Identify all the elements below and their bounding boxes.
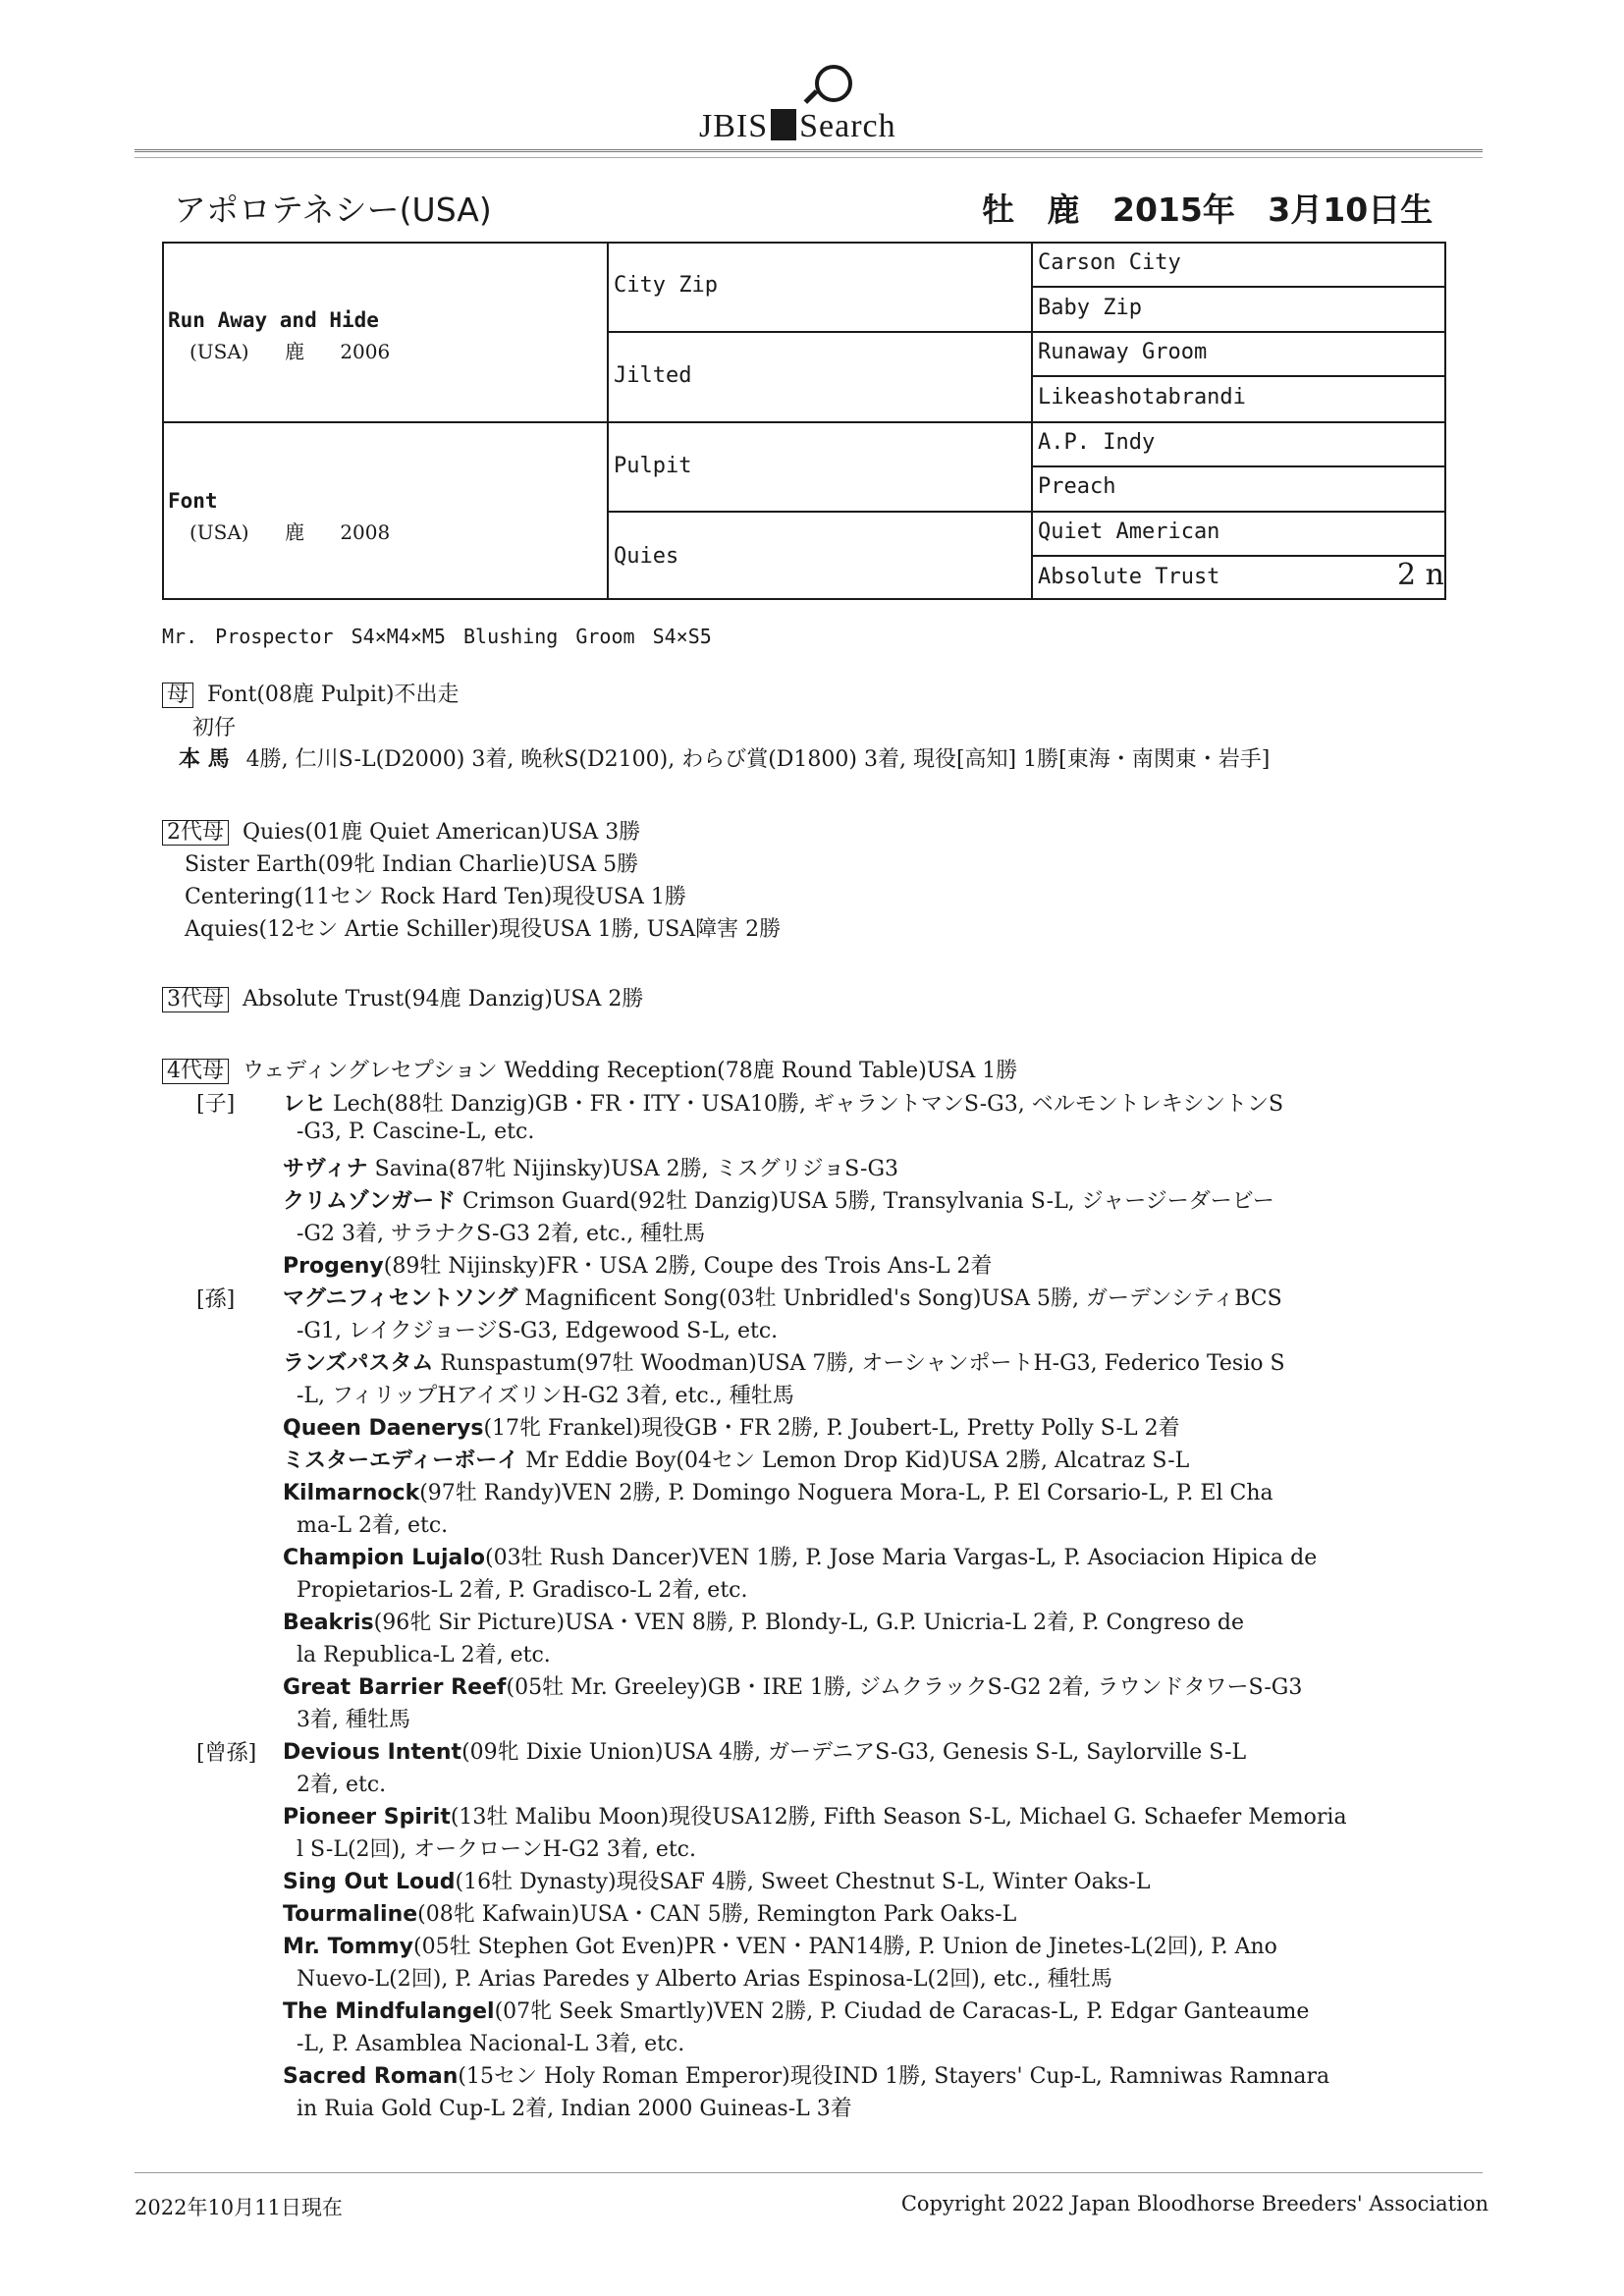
descendant-line bbox=[283, 1897, 1016, 1928]
family-line: Aquies(12セン Artie Schiller)現役USA 1勝, USA障害 2勝 bbox=[185, 917, 782, 942]
great-grandparent-name: Preach bbox=[1038, 474, 1116, 499]
header-rule-thin bbox=[135, 157, 1483, 158]
descendant-line bbox=[297, 1314, 778, 1344]
descendant-record: -L, P. Asamblea Nacional-L 3着, etc. bbox=[297, 2032, 685, 2056]
descendant-line bbox=[297, 1832, 696, 1863]
sire-name: Run Away and Hide bbox=[168, 308, 379, 332]
logo-right-text: Search bbox=[799, 108, 896, 144]
descendant-name: Sacred Roman bbox=[283, 2064, 459, 2089]
grandparent-name: Jilted bbox=[614, 363, 692, 388]
descendant-name: Champion Lujalo bbox=[283, 1546, 486, 1570]
dam-cell bbox=[162, 421, 609, 600]
descendant-line bbox=[283, 1476, 1273, 1506]
great-grandparent-name: Likeashotabrandi bbox=[1038, 385, 1246, 410]
descendant-name: ミスターエディーボーイ bbox=[283, 1449, 519, 1473]
descendant-line bbox=[297, 1962, 1112, 1993]
descendant-record: (05牡 Stephen Got Even)PR・VEN・PAN14勝, P. Union de Jinetes-L(2回), P. Ano bbox=[413, 1935, 1277, 1959]
family-line: ウェディングレセプション Wedding Reception(78鹿 Round Table)USA 1勝 bbox=[243, 1059, 1018, 1083]
section-badge: 3代母 bbox=[162, 987, 229, 1012]
family-line: Absolute Trust(94鹿 Danzig)USA 2勝 bbox=[243, 987, 644, 1011]
descendant-record: -G3, P. Cascine-L, etc. bbox=[297, 1120, 535, 1144]
descendant-record: Savina(87牝 Nijinsky)USA 2勝, ミスグリジョS-G3 bbox=[367, 1157, 899, 1181]
descendant-record: Nuevo-L(2回), P. Arias Paredes y Alberto Arias Espinosa-L(2回), etc., 種牡馬 bbox=[297, 1967, 1112, 1992]
horse-sex-color-birth: 牡 鹿 2015年 3月10日生 bbox=[982, 191, 1434, 229]
fourth-dam-heading bbox=[162, 1054, 1017, 1084]
descendant-line bbox=[297, 1768, 386, 1798]
descendant-record: (89牡 Nijinsky)FR・USA 2勝, Coupe des Trois Ans-L 2着 bbox=[383, 1254, 993, 1279]
descendant-name: Kilmarnock bbox=[283, 1481, 420, 1505]
grandparent-name: City Zip bbox=[614, 273, 718, 298]
section-badge: 2代母 bbox=[162, 820, 229, 846]
self-record bbox=[179, 742, 1270, 773]
descendant-name: ランズパスタム bbox=[283, 1351, 434, 1376]
dam-info: (USA) 鹿 2008 bbox=[189, 520, 391, 544]
descendant-line bbox=[297, 1638, 551, 1668]
descendant-line bbox=[297, 1120, 534, 1144]
descendant-line bbox=[283, 1930, 1277, 1960]
descendant-record: -L, フィリップHアイズリンH-G2 3着, etc., 種牡馬 bbox=[297, 1384, 794, 1408]
magnifier-icon bbox=[815, 65, 852, 102]
family-line: Quies(01鹿 Quiet American)USA 3勝 bbox=[243, 820, 641, 845]
descendant-record: 2着, etc. bbox=[297, 1773, 387, 1797]
descendant-name: レヒ bbox=[283, 1092, 327, 1117]
great-grandparent-name: Carson City bbox=[1038, 250, 1181, 275]
descendant-record: l S-L(2回), オークローンH-G2 3着, etc. bbox=[297, 1837, 697, 1862]
descendant-line bbox=[283, 1444, 1189, 1474]
grandparent-name: Quies bbox=[614, 544, 679, 569]
descendant-line bbox=[297, 2092, 852, 2122]
descendant-record: (16牡 Dynasty)現役SAF 4勝, Sweet Chestnut S-L, Winter Oaks-L bbox=[455, 1870, 1151, 1894]
descendant-line bbox=[283, 1282, 1282, 1312]
dam-line: 初仔 bbox=[192, 716, 237, 740]
descendant-record: (03牡 Rush Dancer)VEN 1勝, P. Jose Maria Vargas-L, P. Asociacion Hipica de bbox=[485, 1546, 1318, 1570]
great-grandparent-name: Baby Zip bbox=[1038, 296, 1142, 320]
descendant-name: Sing Out Loud bbox=[283, 1870, 456, 1894]
third-dam-heading bbox=[162, 982, 643, 1012]
descendant-name: Progeny bbox=[283, 1254, 384, 1279]
dam-name: Font bbox=[168, 489, 218, 513]
descendant-name: サヴィナ bbox=[283, 1157, 368, 1181]
descendant-line bbox=[297, 1379, 794, 1409]
descendant-record: (17牝 Frankel)現役GB・FR 2勝, P. Joubert-L, Pretty Polly S-L 2着 bbox=[483, 1416, 1180, 1441]
descendant-line bbox=[283, 1152, 898, 1182]
generation-tag: [子] bbox=[196, 1092, 236, 1117]
descendant-name: Queen Daenerys bbox=[283, 1416, 484, 1441]
descendant-record: 3着, 種牡馬 bbox=[297, 1708, 410, 1732]
dam-line: Font(08鹿 Pulpit)不出走 bbox=[207, 683, 460, 707]
great-grandparent-name: Absolute Trust bbox=[1038, 565, 1220, 589]
descendant-record: (07牝 Seek Smartly)VEN 2勝, P. Ciudad de Caracas-L, P. Edgar Ganteaume bbox=[494, 1999, 1310, 2024]
logo-left-text: JBIS bbox=[699, 108, 769, 144]
descendant-line bbox=[283, 1249, 992, 1280]
descendant-line bbox=[283, 1670, 1302, 1701]
grandparent-name: Pulpit bbox=[614, 454, 692, 478]
descendant-record: Runspastum(97牡 Woodman)USA 7勝, オーシャンポートH-G3, Federico Tesio S bbox=[433, 1351, 1285, 1376]
descendant-name: The Mindfulangel bbox=[283, 1999, 495, 2024]
descendant-line bbox=[283, 1735, 1246, 1766]
descendant-record: (13牡 Malibu Moon)現役USA12勝, Fifth Season S-L, Michael G. Schaefer Memoria bbox=[450, 1805, 1347, 1830]
descendant-record: in Ruia Gold Cup-L 2着, Indian 2000 Guineas-L 3着 bbox=[297, 2097, 852, 2121]
descendant-line bbox=[297, 1703, 410, 1733]
descendant-record: ma-L 2着, etc. bbox=[297, 1513, 449, 1538]
pedigree-table bbox=[162, 242, 1446, 600]
descendant-record: Lech(88牡 Danzig)GB・FR・ITY・USA10勝, ギャラントマンS-G3, ベルモントレキシントンS bbox=[326, 1092, 1284, 1117]
descendant-name: Mr. Tommy bbox=[283, 1935, 414, 1959]
self-text: 4勝, 仁川S-L(D2000) 3着, 晩秋S(D2100), わらび賞(D1800) 3着, 現役[高知] 1勝[東海・南関東・岩手] bbox=[245, 747, 1271, 772]
footer-rule bbox=[135, 2172, 1483, 2173]
family-line: Sister Earth(09牝 Indian Charlie)USA 5勝 bbox=[185, 852, 639, 877]
descendant-record: (08牝 Kafwain)USA・CAN 5勝, Remington Park Oaks-L bbox=[417, 1902, 1017, 1927]
logo-box-icon bbox=[771, 109, 796, 140]
descendant-record: (09牝 Dixie Union)USA 4勝, ガーデニアS-G3, Genesis S-L, Saylorville S-L bbox=[461, 1740, 1247, 1765]
great-grandparent-name: A.P. Indy bbox=[1038, 430, 1156, 455]
descendant-name: Great Barrier Reef bbox=[283, 1675, 507, 1700]
inbreeding-line: Mr. Prospector S4×M4×M5 Blushing Groom S4×S5 bbox=[162, 625, 712, 648]
descendant-line bbox=[283, 1606, 1244, 1636]
sire-info: (USA) 鹿 2006 bbox=[189, 340, 391, 363]
descendant-record: Propietarios-L 2着, P. Gradisco-L 2着, etc. bbox=[297, 1578, 748, 1603]
great-grandparent-name: Runaway Groom bbox=[1038, 340, 1208, 364]
sire-cell bbox=[162, 242, 609, 423]
second-dam-heading bbox=[162, 815, 640, 846]
family-number: 2 n bbox=[1397, 558, 1444, 592]
descendant-line bbox=[283, 2059, 1329, 2090]
descendant-record: -G2 3着, サラナクS-G3 2着, etc., 種牡馬 bbox=[297, 1222, 706, 1246]
section-badge: 母 bbox=[162, 683, 193, 708]
descendant-name: Beakris bbox=[283, 1611, 374, 1635]
descendant-record: (15セン Holy Roman Emperor)現役IND 1勝, Stayers' Cup-L, Ramniwas Ramnara bbox=[458, 2064, 1330, 2089]
as-of-date: 2022年10月11日現在 bbox=[135, 2196, 343, 2219]
descendant-line bbox=[283, 1411, 1180, 1442]
descendant-line bbox=[297, 1217, 705, 1247]
descendant-line bbox=[283, 1995, 1309, 2025]
family-line: Centering(11セン Rock Hard Ten)現役USA 1勝 bbox=[185, 885, 686, 909]
descendant-line bbox=[297, 1508, 448, 1539]
descendant-line bbox=[297, 1573, 747, 1604]
descendant-record: (05牡 Mr. Greeley)GB・IRE 1勝, ジムクラックS-G2 2着, ラウンドタワーS-G3 bbox=[506, 1675, 1303, 1700]
descendant-name: Devious Intent bbox=[283, 1740, 462, 1765]
descendant-line bbox=[297, 2027, 684, 2057]
descendant-line bbox=[283, 1184, 1274, 1215]
descendant-name: Tourmaline bbox=[283, 1902, 418, 1927]
descendant-record: Mr Eddie Boy(04セン Lemon Drop Kid)USA 2勝, Alcatraz S-L bbox=[518, 1449, 1190, 1473]
descendant-record: (97牡 Randy)VEN 2勝, P. Domingo Noguera Mora-L, P. El Corsario-L, P. El Cha bbox=[419, 1481, 1273, 1505]
descendant-record: la Republica-L 2着, etc. bbox=[297, 1643, 551, 1667]
dam-section-heading bbox=[162, 678, 459, 708]
descendant-line bbox=[283, 1800, 1347, 1831]
descendant-name: Pioneer Spirit bbox=[283, 1805, 451, 1830]
descendant-line bbox=[283, 1087, 1283, 1118]
generation-tag: [孫] bbox=[196, 1287, 236, 1312]
copyright: Copyright 2022 Japan Bloodhorse Breeders' Association bbox=[900, 2192, 1489, 2215]
descendant-line bbox=[283, 1541, 1317, 1571]
descendant-name: マグニフィセントソング bbox=[283, 1286, 518, 1311]
jbis-search-logo bbox=[699, 57, 954, 145]
self-label: 本 馬 bbox=[179, 747, 230, 772]
section-badge: 4代母 bbox=[162, 1059, 229, 1084]
generation-tag: [曾孫] bbox=[196, 1741, 257, 1766]
descendant-record: Magnificent Song(03牡 Unbridled's Song)USA 5勝, ガーデンシティBCS bbox=[517, 1286, 1282, 1311]
descendant-line bbox=[283, 1865, 1150, 1895]
header-rule bbox=[135, 149, 1483, 152]
descendant-record: (96牝 Sir Picture)USA・VEN 8勝, P. Blondy-L, G.P. Unicria-L 2着, P. Congreso de bbox=[373, 1611, 1244, 1635]
horse-name: アポロテネシー(USA) bbox=[174, 191, 492, 229]
descendant-name: クリムゾンガード bbox=[283, 1189, 457, 1214]
descendant-record: -G1, レイクジョージS-G3, Edgewood S-L, etc. bbox=[297, 1319, 779, 1343]
descendant-line bbox=[283, 1346, 1285, 1377]
great-grandparent-name: Quiet American bbox=[1038, 519, 1220, 544]
descendant-record: Crimson Guard(92牡 Danzig)USA 5勝, Transylvania S-L, ジャージーダービー bbox=[456, 1189, 1274, 1214]
